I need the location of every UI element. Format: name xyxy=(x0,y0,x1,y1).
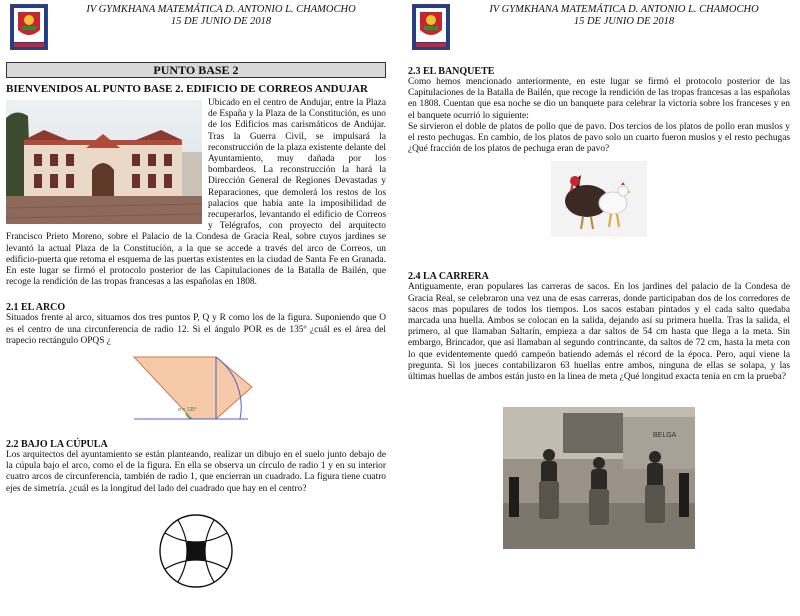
header-date: 15 DE JUNIO DE 2018 xyxy=(170,16,272,27)
turkey-chicken-image xyxy=(551,161,647,237)
arch-figure xyxy=(116,347,276,427)
intro-text: Ubicado en el centro de Andujar, entre la Plaza de España y la Plaza de la Constitución, es uno de los Edificios mas carismáticos de Andújar. Tras la Guerra Civil, se impulsará la reconstrucción de la plaza existente delante del Ayuntamiento, muy dañada por los bombardeos. La reconstrucción la hará la Dirección General de Regiones Devastadas y Reparaciones, que demolerá los restos de los palacios que había ante la imposibilidad de recuperarlos, levantando el edificio de Correos y Telégrafos, con proyecto del arquitecto Francisco Prieto Moreno, sobre el Palacio de la Condesa de Gracia Real, sobre cuyos jardines se levantó la actual Plaza de la Constitución, a la que se accede a través del arco de Correos, un edificio-puerta que retoma el esquema de las puertas existentes en la ciudad de Santa Fe en Granada. En este lugar se firmó el protocolo posterior de las Capitulaciones de la Batalla de Bailén, que recoge la rendición de las tropas francesas a las españolas en 1808. xyxy=(6,98,386,288)
section-2-2-text: Los arquitectos del ayuntamiento se están planteando, realizar un dibujo en el suelo junto debajo de la cúpula bajo el arco, como el de la figura. En ella se observa un círculo de radio 1 y en su interior cuatro arcos de circunferencia, también de radio 1, que encierran un cuadrado. La figura tiene cuatro ejes de simetría. ¿cuál es la longitud del lado del cuadrado que hay en el centro? xyxy=(6,450,386,494)
section-2-3-question: Se sirvieron el doble de platos de pollo que de pavo. Dos tercios de los platos de pollo eran muslos y el resto pechugas. En cambio, de los platos de pavo solo un cuarto fueron muslos y el resto pechugas ¿Qué fracción de los platos de pechuga eran de pavo? xyxy=(408,121,790,155)
header-line-1: IV GYMKHANA MATEMÁTICA D. ANTONIO L. CHAMOCHO xyxy=(86,4,356,15)
sack-race-photo xyxy=(503,407,695,549)
section-2-1-text: Situados frente al arco, situamos dos tres puntos P, Q y R como los de la figura. Suponiendo que O es el centro de una circunferencia de radio 12. Si el ángulo POR es de 135º ¿cuál es el área del trapecio rectángulo OPQS ¿ xyxy=(6,313,386,346)
dome-figure xyxy=(151,503,241,589)
left-page xyxy=(0,0,392,616)
school-crest-icon xyxy=(412,4,450,50)
correos-building-photo xyxy=(6,100,202,224)
page-header-right xyxy=(408,0,790,58)
section-2-1-title: 2.1 EL ARCO xyxy=(6,302,66,314)
page-title: BIENVENIDOS AL PUNTO BASE 2. EDIFICIO DE CORREOS ANDUJAR xyxy=(6,83,368,95)
intro-block xyxy=(6,98,386,288)
section-2-2-title: 2.2 BAJO LA CÚPULA xyxy=(6,439,108,451)
school-crest-icon xyxy=(10,4,48,50)
shop-sign: BELGA xyxy=(653,432,677,440)
section-2-4-text: Antiguamente, eran populares las carreras de sacos. En los jardines del palacio de la Condesa de Gracia Real, se celebraron una vez una de esas carreras, donde participaban dos de los corredores de sacos mas populares de todos los tiempos. Los sacos estaban pintados y el cada salto quedaba marcada una huella. Ambos se colocan en la salida, dejando así su primera huella. Tras la salida, el primero, al que llamaban Saltarín, empieza a dar saltos de 54 cm hasta que llega a la meta. Sin embargo, Brincador, que así llamaban al segundo contrincante, da saltos de 72 cm, hasta la meta con lo que evidentemente quedó campeón batiendo además el récord de la época. Pero, aquí viene la pregunta. Si los jueces contabilizaron 63 huellas entre ambos, ninguna de ellas se solapa, y las últimas huellas de ambos están justo en la línea de meta ¿Qué longitud exacta tenía en cm la prueba? xyxy=(408,282,790,383)
section-2-3-text: Como hemos mencionado anteriormente, en este lugar se firmó el protocolo posterior de las Capitulaciones de la Batalla de Bailén, que recoge la rendición de las tropas francesas a las españolas en 1808. Cuentan que esa noche se dio un banquete para celebrar la victoria sobre los franceses y en el banquete ocurrió lo siguiente: xyxy=(408,77,790,121)
header-title xyxy=(56,4,386,28)
header-date: 15 DE JUNIO DE 2018 xyxy=(573,16,675,27)
angle-label: α = 135° xyxy=(178,407,197,414)
right-page xyxy=(404,0,796,616)
header-line-1: IV GYMKHANA MATEMÁTICA D. ANTONIO L. CHAMOCHO xyxy=(489,4,759,15)
header-title xyxy=(458,4,790,28)
section-banner: PUNTO BASE 2 xyxy=(6,62,386,78)
center-square xyxy=(187,542,205,560)
page-header xyxy=(6,0,386,58)
section-2-3-title: 2.3 EL BANQUETE xyxy=(408,66,495,77)
section-2-4-title: 2.4 LA CARRERA xyxy=(408,271,489,283)
